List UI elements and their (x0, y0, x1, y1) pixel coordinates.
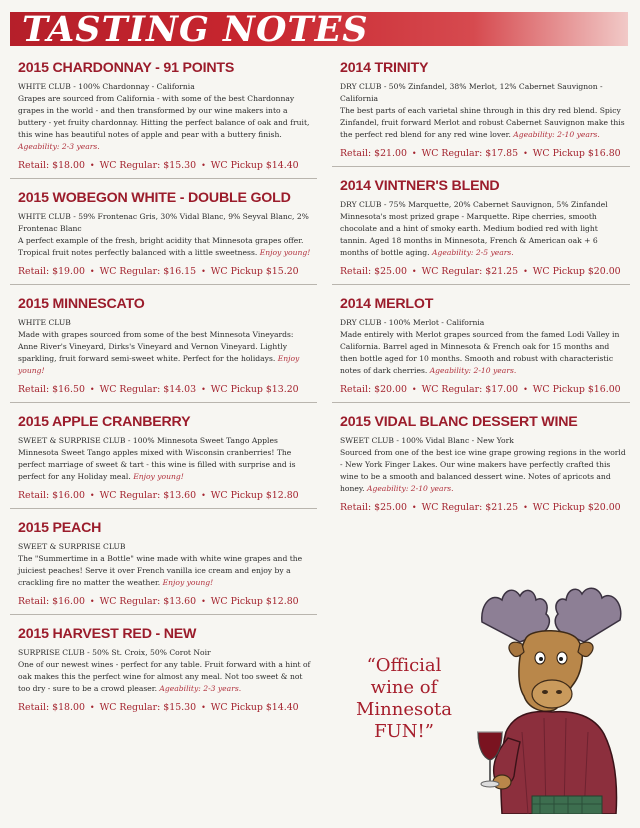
retail-price: Retail: $16.50 (18, 384, 85, 395)
wine-entry (332, 294, 630, 403)
wine-club: DRY CLUB - 75% Marquette, 20% Cabernet Sauvignon, 5% Zinfandel (340, 200, 608, 209)
wine-name: 2014 TRINITY (340, 60, 429, 76)
ageability: Enjoy young! (18, 354, 300, 375)
wine-name: 2015 APPLE CRANBERRY (18, 414, 191, 430)
ageability: Ageability: 2-3 years. (18, 142, 100, 151)
price-line: Retail: $18.00 • WC Regular: $15.30 • WC Pickup $14.40 (18, 160, 299, 171)
regular-price: WC Regular: $13.60 (99, 490, 197, 501)
pickup-price: WC Pickup $13.20 (210, 384, 299, 395)
wine-club: WHITE CLUB - 100% Chardonnay - California (18, 82, 195, 91)
pickup-price: WC Pickup $15.20 (210, 266, 299, 277)
wine-club: SWEET & SURPRISE CLUB (18, 542, 126, 551)
regular-price: WC Regular: $15.30 (99, 702, 197, 713)
retail-price: Retail: $21.00 (340, 148, 407, 159)
pickup-price: WC Pickup $12.80 (210, 490, 299, 501)
price-line: Retail: $25.00 • WC Regular: $21.25 • WC Pickup $20.00 (340, 502, 621, 513)
price-line: Retail: $16.00 • WC Regular: $13.60 • WC Pickup $12.80 (18, 490, 299, 501)
wine-entry (332, 176, 630, 285)
wine-name: 2014 MERLOT (340, 296, 434, 312)
wine-name: 2015 HARVEST RED - NEW (18, 626, 197, 642)
wine-entry (332, 412, 630, 520)
tagline-line: wine of (370, 677, 438, 698)
wine-description: Minnesota's most prized grape - Marquette. Ripe cherries, smooth chocolate and a hint of smoky earth. Medium bodied red with light tannin. Aged 18 months in Minnesota, French & American oak + 6 months of bottle aging. Ageability: 2-5 years. (340, 212, 598, 257)
retail-price: Retail: $18.00 (18, 702, 85, 713)
page-title: TASTING NOTES (22, 9, 369, 50)
moose-with-wine-glass-icon (462, 582, 640, 814)
price-line: Retail: $16.50 • WC Regular: $14.03 • WC Pickup $13.20 (18, 384, 299, 395)
ageability: Ageability: 2-10 years. (366, 484, 454, 493)
regular-price: WC Regular: $13.60 (99, 596, 197, 607)
wine-entry (10, 188, 317, 285)
pickup-price: WC Pickup $12.80 (210, 596, 299, 607)
pickup-price: WC Pickup $16.00 (532, 384, 621, 395)
tagline-line: FUN!” (374, 721, 434, 742)
ageability: Enjoy young! (162, 578, 214, 587)
pickup-price: WC Pickup $14.40 (210, 160, 299, 171)
title-banner (10, 9, 628, 50)
wine-description: Made with grapes sourced from some of the best Minnesota Vineyards: Anne River's Vineyard, Dirks's Vineyard and Vernon Vineyard. Lightly sparkling, fruit forward semi-sweet white. Perfect for the holidays. Enjoy young! (18, 330, 300, 375)
wine-name: 2015 MINNESCATO (18, 296, 145, 312)
wine-entry (10, 294, 317, 403)
wine-entry (10, 624, 317, 720)
regular-price: WC Regular: $16.15 (99, 266, 197, 277)
wine-name: 2015 CHARDONNAY - 91 POINTS (18, 60, 235, 76)
price-line: Retail: $16.00 • WC Regular: $13.60 • WC Pickup $12.80 (18, 596, 299, 607)
wine-description: Made entirely with Merlot grapes sourced from the famed Lodi Valley in California. Barrel aged in Minnesota & French oak for 15 months and then bottle aged for 10 months. Smooth and robust with characteristic notes of dark cherries. Ageability: 2-10 years. (340, 330, 620, 375)
price-line: Retail: $20.00 • WC Regular: $17.00 • WC Pickup $16.00 (340, 384, 621, 395)
regular-price: WC Regular: $15.30 (99, 160, 197, 171)
pickup-price: WC Pickup $20.00 (532, 266, 621, 277)
official-wine-tagline (348, 655, 460, 743)
wine-entry (332, 58, 630, 167)
price-line: Retail: $18.00 • WC Regular: $15.30 • WC Pickup $14.40 (18, 702, 299, 713)
wine-club: SURPRISE CLUB - 50% St. Croix, 50% Corot Noir (18, 648, 211, 657)
wine-entry (10, 58, 317, 179)
wine-description: A perfect example of the fresh, bright acidity that Minnesota grapes offer. Tropical fruit notes perfectly balanced with a little sweetness. Enjoy young! (18, 236, 311, 257)
price-line: Retail: $21.00 • WC Regular: $17.85 • WC Pickup $16.80 (340, 148, 621, 159)
wine-entry (10, 518, 317, 615)
wine-club: DRY CLUB - 100% Merlot - California (340, 318, 485, 327)
retail-price: Retail: $18.00 (18, 160, 85, 171)
retail-price: Retail: $16.00 (18, 596, 85, 607)
ageability: Enjoy young! (259, 248, 311, 257)
wine-club: WHITE CLUB (18, 318, 71, 327)
left-column (10, 58, 317, 729)
retail-price: Retail: $20.00 (340, 384, 407, 395)
retail-price: Retail: $25.00 (340, 502, 407, 513)
wine-description: The best parts of each varietal shine through in this dry red blend. Spicy Zinfandel, fruit forward Merlot and robust Cabernet Sauvignon make this the perfect red blend for any red wine lover. Ageability: 2-10 years. (340, 106, 625, 139)
price-line: Retail: $19.00 • WC Regular: $16.15 • WC Pickup $15.20 (18, 266, 299, 277)
ageability: Ageability: 2-10 years. (513, 130, 600, 139)
regular-price: WC Regular: $17.85 (421, 148, 519, 159)
ageability: Ageability: 2-5 years. (432, 248, 514, 257)
wine-entry (10, 412, 317, 509)
ageability: Ageability: 2-10 years. (429, 366, 517, 375)
tagline-line: “Official (366, 655, 442, 676)
retail-price: Retail: $19.00 (18, 266, 85, 277)
regular-price: WC Regular: $14.03 (99, 384, 197, 395)
wine-club: SWEET & SURPRISE CLUB - 100% Minnesota Sweet Tango Apples (18, 436, 278, 445)
wine-description: Sourced from one of the best ice wine grape growing regions in the world - New York Finger Lakes. Our wine makers have perfectly crafted this wine to be a smooth and balanced dessert wine. Notes of apricots and honey. Ageability: 2-10 years. (340, 448, 626, 493)
wine-name: 2015 VIDAL BLANC DESSERT WINE (340, 414, 578, 430)
wine-name: 2015 WOBEGON WHITE - DOUBLE GOLD (18, 190, 291, 206)
wine-description: One of our newest wines - perfect for any table. Fruit forward with a hint of oak makes this the perfect wine for almost any meal. Not too sweet & not too dry - sure to be a crowd pleaser. Ageability: 2-3 years. (18, 660, 311, 693)
wine-club: SWEET CLUB - 100% Vidal Blanc - New York (340, 436, 514, 445)
wine-description: The "Summertime in a Bottle" wine made with white wine grapes and the juiciest peaches! Serve it over French vanilla ice cream and enjoy by a crackling fire no matter the weather. Enjoy young! (18, 554, 303, 587)
wine-name: 2014 VINTNER'S BLEND (340, 178, 500, 194)
wine-club: DRY CLUB - 50% Zinfandel, 38% Merlot, 12% Cabernet Sauvignon - California (340, 82, 603, 103)
pickup-price: WC Pickup $20.00 (532, 502, 621, 513)
pickup-price: WC Pickup $14.40 (210, 702, 299, 713)
regular-price: WC Regular: $21.25 (421, 502, 519, 513)
wine-description: Minnesota Sweet Tango apples mixed with Wisconsin cranberries! The perfect marriage of sweet & tart - this wine is filled with surprise and is perfect for any Holiday meal. Enjoy young! (18, 448, 296, 481)
regular-price: WC Regular: $21.25 (421, 266, 519, 277)
price-line: Retail: $25.00 • WC Regular: $21.25 • WC Pickup $20.00 (340, 266, 621, 277)
wine-description: Grapes are sourced from California - with some of the best Chardonnay grapes in the world - and then transformed by our wine makers into a buttery - yet fruity chardonnay. Hitting the perfect balance of oak and fruit, this wine has beautiful notes of apple and pear with a buttery finish. Ageability: 2-3 years. (18, 94, 310, 151)
pickup-price: WC Pickup $16.80 (532, 148, 621, 159)
retail-price: Retail: $16.00 (18, 490, 85, 501)
wine-club: WHITE CLUB - 59% Frontenac Gris, 30% Vidal Blanc, 9% Seyval Blanc, 2% Frontenac Blanc (18, 212, 309, 233)
regular-price: WC Regular: $17.00 (421, 384, 519, 395)
ageability: Ageability: 2-3 years. (159, 684, 242, 693)
tagline-line: Minnesota (355, 699, 453, 720)
retail-price: Retail: $25.00 (340, 266, 407, 277)
ageability: Enjoy young! (133, 472, 184, 481)
right-column (332, 58, 630, 529)
wine-name: 2015 PEACH (18, 520, 102, 536)
